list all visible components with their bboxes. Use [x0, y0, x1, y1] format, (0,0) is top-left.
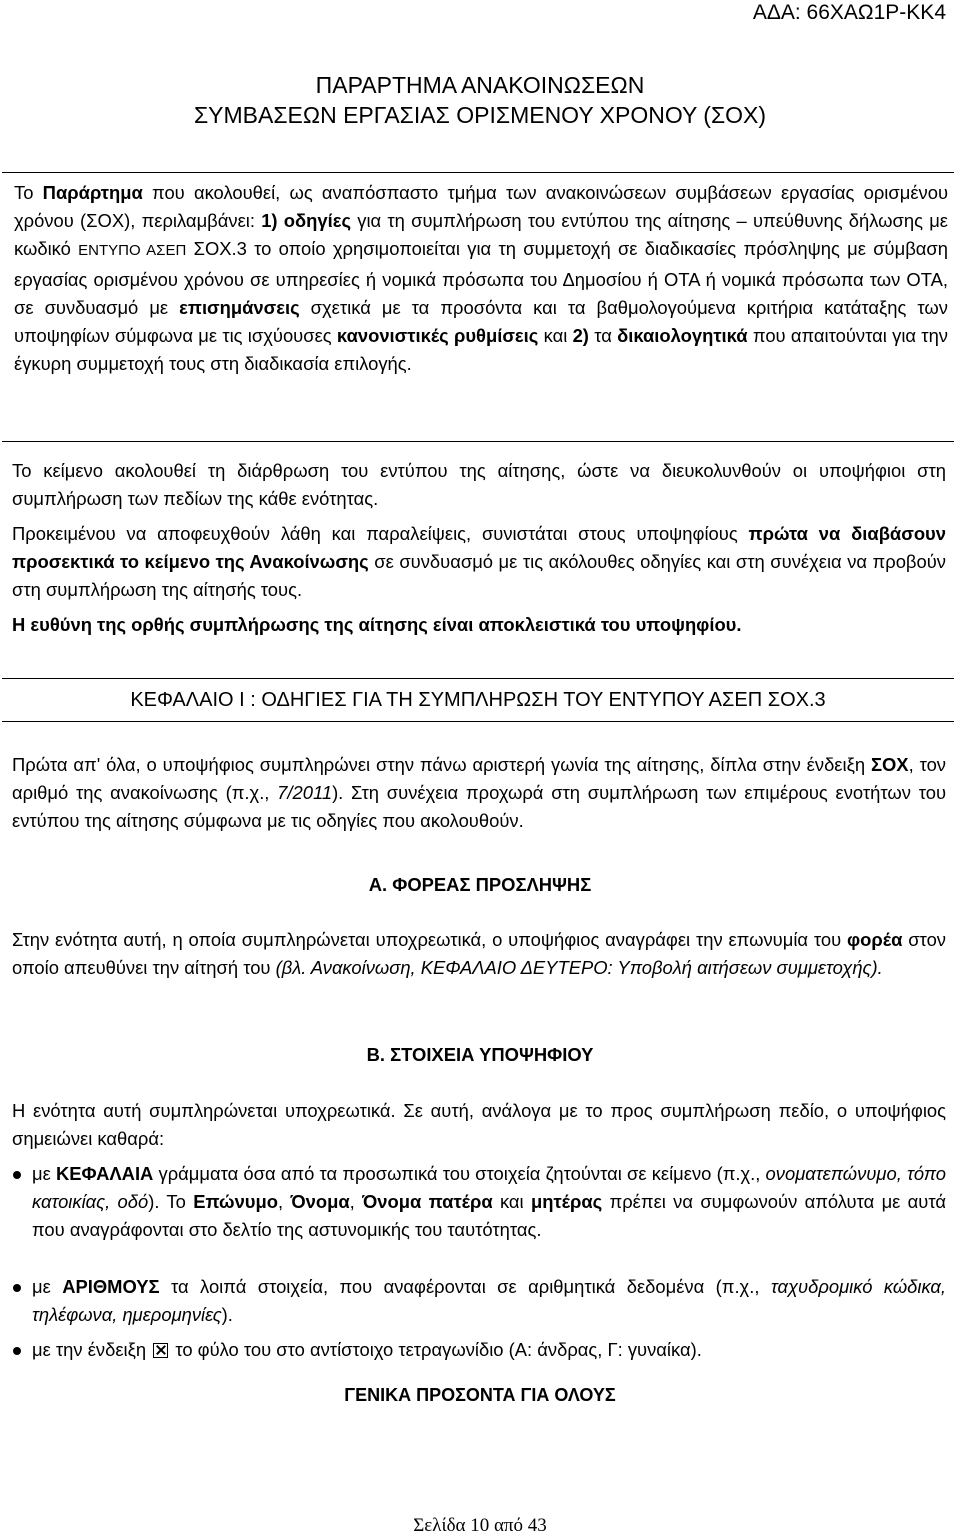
annex-title-line-1: ΠΑΡΑΡΤΗΜΑ ΑΝΑΚΟΙΝΩΣΕΩΝ [315, 72, 645, 98]
bullet-text-part: γράμματα όσα από τα προσωπικά του στοιχεία ζητούνται σε κείμενο (π.χ., [153, 1163, 766, 1184]
bullet-text-part: πρέπει να συμφωνούν απόλυτα με αυτά που αναγράφονται στο δελτίο της αστυνομικής του ταυτότητας. [32, 1191, 947, 1241]
bullet-dot [13, 1347, 21, 1355]
bullet-bold: Επώνυμο [193, 1191, 278, 1213]
chapter-title: ΚΕΦΑΛΑΙΟ Ι : ΟΔΗΓΙΕΣ ΓΙΑ ΤΗ ΣΥΜΠΛΗΡΩΣΗ ΤΟΥ ΕΝΤΥΠΟΥ ΑΣΕΠ ΣΟΧ.3 [2, 678, 954, 722]
checked-box-icon [153, 1343, 168, 1358]
intro-bold-instructions: 1) οδηγίες [261, 210, 352, 232]
section-a-title: Α. ΦΟΡΕΑΣ ΠΡΟΣΛΗΨΗΣ [368, 874, 592, 895]
bullet-text [32, 1336, 946, 1364]
section-b-title: Β. ΣΤΟΙΧΕΙΑ ΥΠΟΨΗΦΙΟΥ [366, 1044, 594, 1065]
section-a-paragraph [12, 926, 946, 982]
first-step-example: 7/2011 [277, 782, 333, 804]
intro-text: τα [588, 325, 618, 347]
section-a-text: Στην ενότητα αυτή, η οποία συμπληρώνεται υποχρεωτικά, ο υποψήφιος αναγράφει την επωνυμία του [12, 929, 847, 950]
intro-text: για τη συμπλήρωση του εντύπου της αίτησης – υπεύθυνης δήλωσης με κωδικό [14, 210, 948, 260]
bullet-text-part: το φύλο του στο αντίστοιχο τετραγωνίδιο (Α: άνδρας, Γ: γυναίκα). [170, 1339, 702, 1360]
intro-text: Το [14, 182, 43, 203]
bullet-text-part: με την ένδειξη [32, 1339, 152, 1360]
bullet-text-part: με [32, 1163, 56, 1184]
section-b-intro: Η ενότητα αυτή συμπληρώνεται υποχρεωτικά. Σε αυτή, ανάλογα με το προς συμπλήρωση πεδίο, ο υποψήφιος σημειώνει καθαρά: [12, 1100, 946, 1150]
recommendation-paragraph [12, 520, 946, 605]
intro-bold-number: 2) [572, 325, 589, 347]
intro-text: σχετικά με τα προσόντα και τα βαθμολογούμενα κριτήρια κατάταξης των υποψηφίων σύμφωνα με τις ισχύουσες [14, 296, 948, 347]
bullet-capitals [12, 1160, 946, 1245]
intro-box [2, 172, 954, 442]
intro-form-code: ΕΝΤΥΠΟ ΑΣΕΠ [78, 242, 187, 260]
bullet-text-part: με [32, 1276, 63, 1297]
section-a-text: στον οποίο απευθύνει την αίτησή του [12, 929, 946, 979]
bullet-bold: Όνομα πατέρα [362, 1191, 493, 1213]
general-qualifications-title: ΓΕΝΙΚΑ ΠΡΟΣΟΝΤΑ ΓΙΑ ΟΛΟΥΣ [344, 1385, 616, 1405]
bullet-dot [13, 1284, 21, 1292]
intro-bold-documents: δικαιολογητικά [617, 325, 748, 347]
bullet-bold: μητέρας [530, 1191, 603, 1213]
first-step-text: Πρώτα απ' όλα, ο υποψήφιος συμπληρώνει στην πάνω αριστερή γωνία της αίτησης, δίπλα στην ένδειξη [12, 754, 871, 775]
first-step-bold: ΣΟΧ [870, 754, 909, 775]
first-step-text: ). Στη συνέχεια προχωρά στη συμπλήρωση των επιμέρους ενοτήτων του εντύπου της αίτησης σύμφωνα με τις οδηγίες που ακολουθούν. [12, 782, 946, 832]
bullet-gender [12, 1336, 946, 1364]
bullet-bold: Όνομα [290, 1191, 350, 1213]
bullet-text-part: και [492, 1191, 531, 1213]
first-step-text: , τον αριθμό της ανακοίνωσης (π.χ., [12, 754, 946, 804]
bullet-text-part: , [349, 1191, 363, 1213]
first-step-paragraph [12, 751, 946, 836]
annex-title-line-2: ΣΥΜΒΑΣΕΩΝ ΕΡΓΑΣΙΑΣ ΟΡΙΣΜΕΝΟΥ ΧΡΟΝΟΥ (ΣΟΧ) [193, 102, 767, 128]
structure-paragraph: Το κείμενο ακολουθεί τη διάρθρωση του εντύπου της αίτησης, ώστε να διευκολυνθούν οι υποψήφιοι στη συμπλήρωση των πεδίων της κάθε ενότητας. [12, 460, 946, 510]
bullet-text [32, 1160, 946, 1245]
recommendation-bold: πρώτα να διαβάσουν προσεκτικά το κείμενο της Ανακοίνωσης [12, 523, 946, 573]
bullet-numbers [12, 1273, 946, 1329]
intro-bold-regulations: κανονιστικές ρυθμίσεις [336, 325, 539, 347]
intro-text: και [538, 325, 573, 347]
bullet-text-part: , [278, 1191, 291, 1213]
bullet-italic: ονοματεπώνυμο, τόπο κατοικίας, οδό [32, 1163, 946, 1213]
bullet-text-part: τα λοιπά στοιχεία, που αναφέρονται σε αριθμητικά δεδομένα (π.χ., [159, 1276, 771, 1297]
bullet-text-part: ). [221, 1304, 233, 1326]
annex-title [0, 70, 960, 130]
intro-bold-annex: Παράρτημα [42, 182, 143, 203]
bullet-bold: ΑΡΙΘΜΟΥΣ [62, 1276, 160, 1297]
recommendation-text: Προκειμένου να αποφευχθούν λάθη και παραλείψεις, συνιστάται στους υποψηφίους [12, 523, 749, 544]
intro-paragraph [14, 179, 948, 378]
intro-text: ΣΟΧ.3 το οποίο χρησιμοποιείται για τη συμμετοχή σε διαδικασίες πρόσληψης με σύμβαση εργασίας ορισμένου χρόνου σε υπηρεσίες ή νομικά πρόσωπα του Δημοσίου ή ΟΤΑ ή νομικά πρόσωπα των ΟΤΑ, σε συνδυασμό με [14, 238, 948, 318]
bullet-italic: ταχυδρομικό κώδικα, τηλέφωνα, ημερομηνίες [32, 1276, 947, 1326]
recommendation-text: σε συνδυασμό με τις ακόλουθες οδηγίες και στη συνέχεια να προβούν στη συμπλήρωση της αίτησής τους. [12, 551, 946, 601]
intro-text: που ακολουθεί, ως αναπόσπαστο τμήμα των ανακοινώσεων συμβάσεων εργασίας ορισμένου χρόνου (ΣΟΧ), περιλαμβάνει: [14, 182, 948, 232]
ada-code: ΑΔΑ: 66ΧΑΩ1Ρ-ΚΚ4 [752, 1, 946, 24]
section-a-reference: (βλ. Ανακοίνωση, ΚΕΦΑΛΑΙΟ ΔΕΥΤΕΡΟ: Υποβολή αιτήσεων συμμετοχής). [275, 957, 883, 979]
section-a-bold: φορέα [847, 929, 903, 950]
bullet-bold: ΚΕΦΑΛΑΙΑ [55, 1163, 154, 1184]
bullet-text [32, 1273, 946, 1329]
page-number: Σελίδα 10 από 43 [413, 1515, 547, 1536]
bullet-dot [13, 1171, 21, 1179]
bullet-text-part: ). Το [148, 1191, 194, 1213]
responsibility-paragraph: Η ευθύνη της ορθής συμπλήρωσης της αίτησης είναι αποκλειστικά του υποψηφίου. [12, 614, 742, 635]
intro-bold-notes: επισημάνσεις [179, 296, 300, 318]
intro-text: που απαιτούνται για την έγκυρη συμμετοχή τους στη διαδικασία επιλογής. [14, 325, 948, 375]
